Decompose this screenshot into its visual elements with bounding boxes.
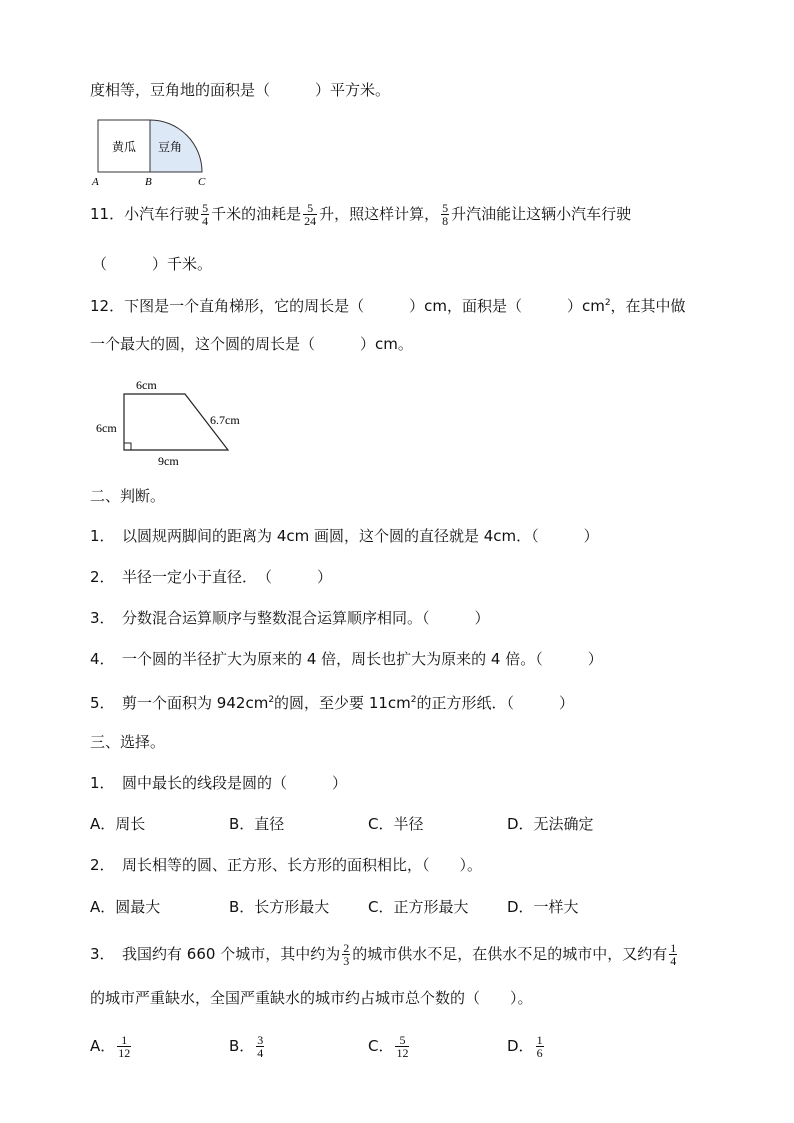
q11-line1: 11．小汽车行驶 $\frac{5}{4}$ 千米的油耗是 $\frac{5}{24}$ 升，照这样计算， $\frac{5}{8}$ 升汽油能让这辆小汽车行驶	[90, 201, 632, 228]
q12-line2: 一个最大的圆，这个圆的周长是（ ）cm。	[90, 335, 413, 353]
judge-3: 3． 分数混合运算顺序与整数混合运算顺序相同。（ ）	[90, 609, 490, 627]
judge-1: 1． 以圆规两脚间的距离为 4cm 画圆，这个圆的直径就是 4cm．（ ）	[90, 527, 599, 545]
right-angle-mark	[124, 443, 131, 450]
choice-3-option-b: B． $\frac{3}{4}$	[229, 1033, 264, 1060]
choice-2-option-b: B．长方形最大	[229, 898, 330, 916]
choice-2-option-c: C．正方形最大	[368, 898, 469, 916]
q11-line2: （ ）千米。	[92, 255, 213, 273]
q12-line1: 12．下图是一个直角梯形，它的周长是（ ）cm，面积是（ ）$cm^2$，在其中做	[90, 297, 686, 315]
point-a: A	[92, 176, 99, 188]
cucumber-label: 黄瓜	[111, 140, 137, 154]
choice-3-option-d: D． $\frac{1}{6}$	[507, 1033, 543, 1060]
choice-3-option-a: A． $\frac{1}{12}$	[90, 1033, 131, 1060]
choice-1-option-d: D．无法确定	[507, 815, 594, 833]
choice-1-option-a: A．周长	[90, 815, 146, 833]
choice-2-option-a: A．圆最大	[90, 898, 161, 916]
choice-3-line2: 的城市严重缺水，全国严重缺水的城市约占城市总个数的（ ）。	[90, 989, 533, 1007]
q10-text: 度相等，豆角地的面积是（ ）平方米。	[90, 81, 391, 99]
fraction: $\frac{2}{3}$	[343, 941, 350, 968]
fraction: $\frac{1}{4}$	[670, 941, 677, 968]
choice-2-option-d: D．一样大	[507, 898, 579, 916]
choice-2-question: 2． 周长相等的圆、正方形、长方形的面积相比，（ ）。	[90, 856, 483, 874]
fraction: $\frac{5}{4}$	[202, 201, 209, 228]
choice-1-question: 1． 圆中最长的线段是圆的（ ）	[90, 774, 348, 792]
judge-2: 2． 半径一定小于直径． （ ）	[90, 568, 333, 586]
judge-5: 5． 剪一个面积为 $942cm^2$的圆，至少要 $11cm^2$的正方形纸．（ ）	[90, 694, 575, 712]
left-length: 6cm	[96, 421, 117, 435]
judge-4: 4． 一个圆的半径扩大为原来的 4 倍，周长也扩大为原来的 4 倍。（ ）	[90, 650, 603, 668]
section-judge-title: 二、判断。	[90, 487, 166, 505]
choice-3-option-c: C． $\frac{5}{12}$	[368, 1033, 409, 1060]
top-length: 6cm	[136, 378, 157, 392]
section-choice-title: 三、选择。	[90, 733, 166, 751]
bottom-length: 9cm	[158, 454, 179, 468]
point-c: C	[198, 176, 206, 188]
fraction: $\frac{5}{24}$	[304, 201, 317, 228]
slant-length: 6.7cm	[210, 413, 240, 427]
trapezoid-figure	[90, 376, 260, 472]
bean-label: 豆角	[157, 140, 183, 154]
field-figure	[88, 118, 218, 190]
choice-1-option-b: B．直径	[229, 815, 285, 833]
point-b: B	[145, 176, 152, 188]
fraction: $\frac{5}{8}$	[442, 201, 449, 228]
choice-3-line1: 3． 我国约有 660 个城市，其中约为 $\frac{2}{3}$ 的城市供水不足，在供水不足的城市中，又约有 $\frac{1}{4}$	[90, 941, 677, 968]
choice-1-option-c: C．半径	[368, 815, 424, 833]
